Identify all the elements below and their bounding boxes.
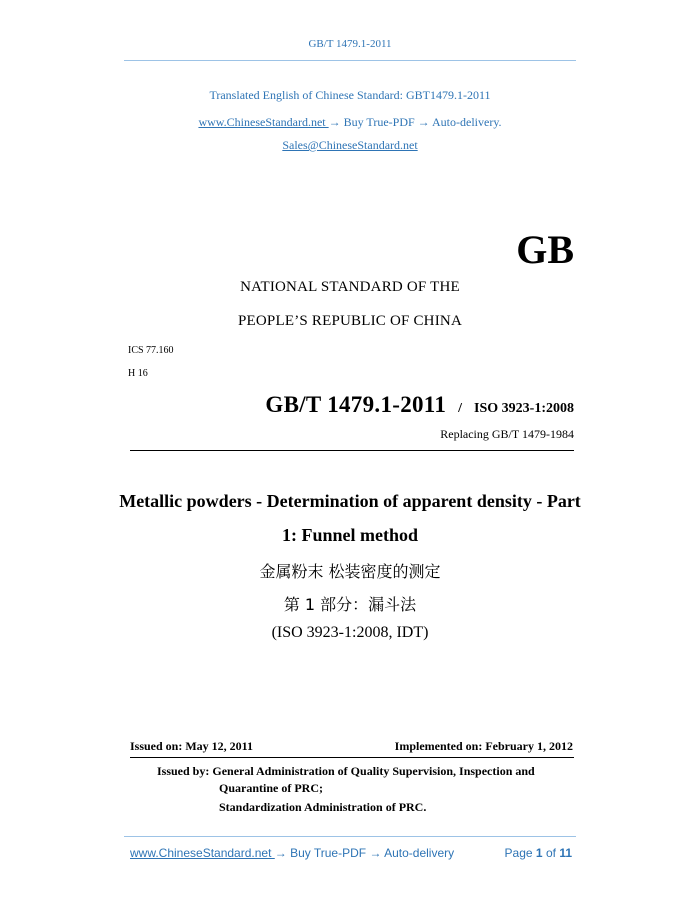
running-header: GB/T 1479.1-2011	[308, 38, 392, 50]
standard-slash: /	[458, 401, 463, 416]
footer-rule	[124, 836, 576, 837]
standard-number: GB/T 1479.1-2011	[265, 392, 447, 417]
email-line	[0, 138, 700, 153]
implemented-on: Implemented on: February 1, 2012	[394, 739, 573, 753]
title-line1: Metallic powders - Determination of apparent density - Part	[119, 491, 581, 511]
iso-idt: (ISO 3923-1:2008, IDT)	[271, 624, 429, 641]
issued-by-line1: Issued by: General Administration of Quality Supervision, Inspection and	[157, 764, 535, 778]
of-label: of	[545, 846, 556, 860]
title-zh-line1: 金属粉末 松装密度的测定	[259, 562, 441, 581]
standard-number-line	[265, 392, 574, 418]
title-line2: 1: Funnel method	[281, 525, 418, 545]
national-standard-line2: PEOPLE’S REPUBLIC OF CHINA	[238, 313, 462, 329]
national-standard-line1: NATIONAL STANDARD OF THE	[240, 279, 460, 295]
issued-by-line3: Standardization Administration of PRC.	[219, 800, 427, 814]
gb-logo: GB	[516, 227, 574, 272]
page-number: 1	[535, 846, 543, 860]
issued-on: Issued on: May 12, 2011	[130, 739, 254, 753]
page-label: Page	[504, 846, 533, 860]
buy-text: → Buy True-PDF → Auto-delivery.	[328, 115, 502, 129]
email-link[interactable]: Sales@ChineseStandard.net	[282, 138, 418, 152]
translated-note: Translated English of Chinese Standard: GBT1479.1-2011	[209, 88, 491, 102]
title-rule	[130, 450, 574, 451]
footer-links	[130, 846, 454, 860]
site-link[interactable]: www.ChineseStandard.net	[198, 115, 329, 129]
page-indicator	[505, 846, 572, 860]
header-rule	[124, 60, 576, 61]
page-total: 11	[559, 846, 572, 860]
issued-by-line2: Quarantine of PRC;	[219, 781, 323, 795]
h-code: H 16	[128, 368, 148, 379]
dates-rule	[130, 757, 574, 758]
footer-buy-text: → Buy True-PDF → Auto-delivery	[274, 846, 455, 860]
title-zh-line2: 第 1 部分：漏斗法	[283, 595, 417, 614]
ics-code: ICS 77.160	[128, 345, 174, 356]
footer-site-link[interactable]: www.ChineseStandard.net	[130, 846, 275, 860]
top-links-line	[0, 115, 700, 130]
iso-number: ISO 3923-1:2008	[474, 401, 574, 416]
replacing-note: Replacing GB/T 1479-1984	[440, 427, 574, 441]
